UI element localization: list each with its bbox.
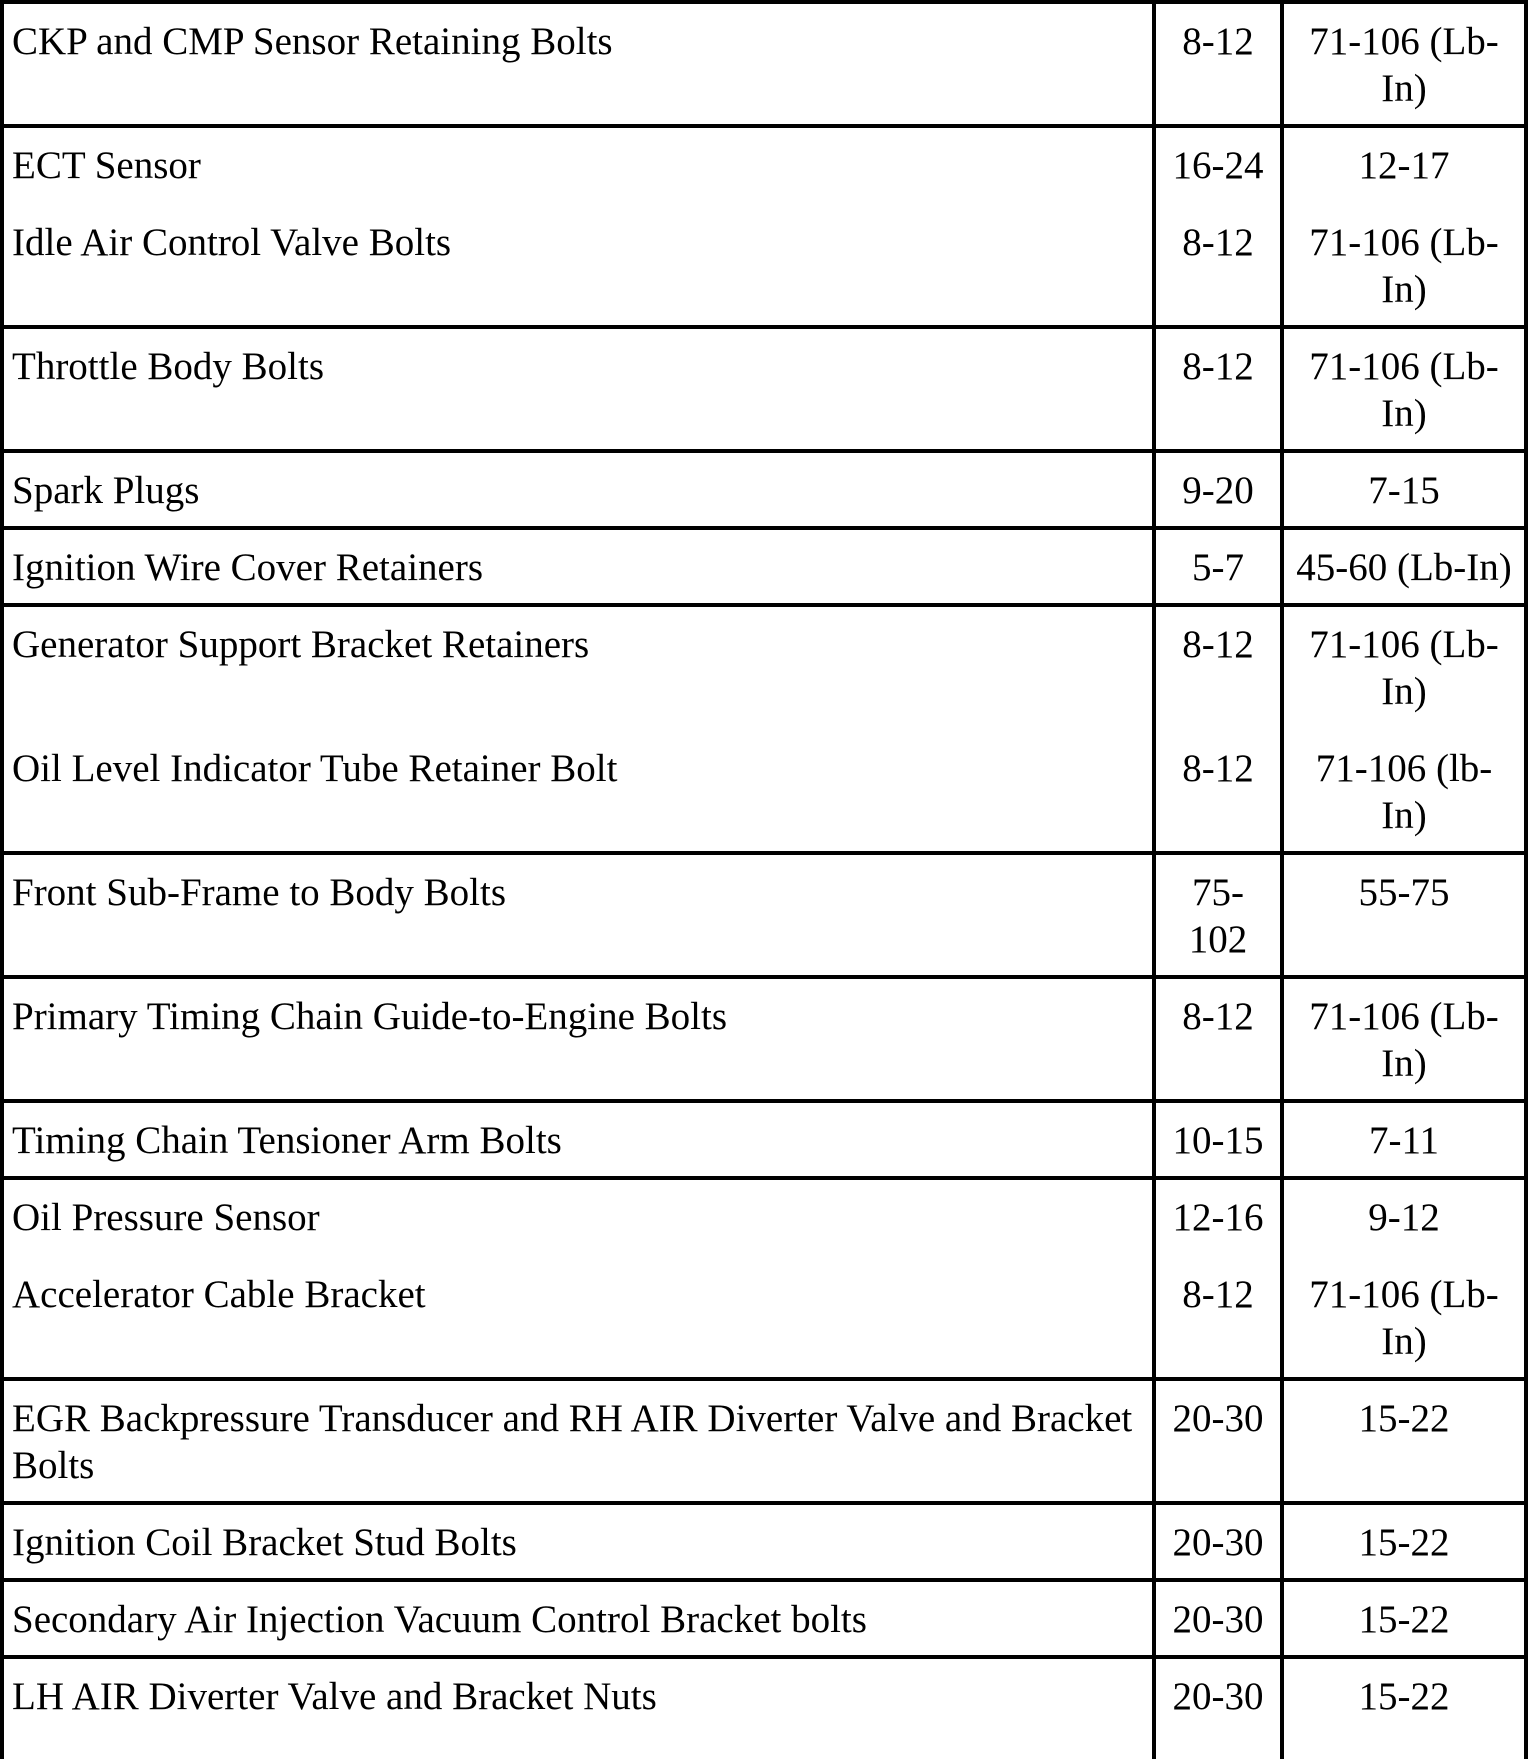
- component-cell: Idle Air Control Valve Bolts: [2, 203, 1154, 327]
- component-cell: Ignition Coil Bracket Stud Bolts: [2, 1503, 1154, 1580]
- lbft-value-cell: 45-60 (Lb-In): [1282, 528, 1526, 605]
- table-row: [2, 126, 1526, 203]
- component-cell: Accelerator Cable Bracket: [2, 1255, 1154, 1379]
- component-cell: Timing Chain Tensioner Arm Bolts: [2, 1101, 1154, 1178]
- lbft-value-cell: 71-106 (Lb-In): [1282, 2, 1526, 126]
- table-row: [2, 528, 1526, 605]
- table-row: [2, 203, 1526, 327]
- table-row: [2, 1503, 1526, 1580]
- nm-value-cell: 8-12: [1154, 729, 1282, 853]
- component-cell: Oil Pressure Sensor: [2, 1178, 1154, 1255]
- table-row: [2, 1101, 1526, 1178]
- table-row: [2, 729, 1526, 853]
- table-row: [2, 327, 1526, 451]
- nm-value-cell: 12-16: [1154, 1178, 1282, 1255]
- lbft-value-cell: 55-75: [1282, 853, 1526, 977]
- nm-value-cell: 8-12: [1154, 2, 1282, 126]
- lbft-value-cell: 12-17: [1282, 126, 1526, 203]
- lbft-value-cell: 15-22: [1282, 1580, 1526, 1657]
- component-cell: Oil Level Indicator Tube Retainer Bolt: [2, 729, 1154, 853]
- nm-value-cell: 20-30: [1154, 1503, 1282, 1580]
- lbft-value-cell: 71-106 (Lb-In): [1282, 1255, 1526, 1379]
- lbft-value-cell: 71-106 (Lb-In): [1282, 203, 1526, 327]
- nm-value-cell: 9-20: [1154, 451, 1282, 528]
- nm-value-cell: 10-15: [1154, 1101, 1282, 1178]
- nm-value-cell: 20-30: [1154, 1580, 1282, 1657]
- lbft-value-cell: 15-22: [1282, 1657, 1526, 1757]
- lbft-value-cell: 15-22: [1282, 1379, 1526, 1503]
- table-row: [2, 1580, 1526, 1657]
- table-row: [2, 1178, 1526, 1255]
- lbft-value-cell: 7-11: [1282, 1101, 1526, 1178]
- nm-value-cell: 20-30: [1154, 1379, 1282, 1503]
- table-row: [2, 853, 1526, 977]
- component-cell: Throttle Body Bolts: [2, 327, 1154, 451]
- nm-value-cell: 8-12: [1154, 203, 1282, 327]
- component-cell: ECT Sensor: [2, 126, 1154, 203]
- table-row: [2, 2, 1526, 126]
- nm-value-cell: 8-12: [1154, 1255, 1282, 1379]
- table-row: [2, 605, 1526, 729]
- table-row: [2, 977, 1526, 1101]
- lbft-value-cell: 15-22: [1282, 1503, 1526, 1580]
- lbft-value-cell: 71-106 (lb-In): [1282, 729, 1526, 853]
- component-cell: EGR Backpressure Transducer and RH AIR Diverter Valve and Bracket Bolts: [2, 1379, 1154, 1503]
- table-row: [2, 451, 1526, 528]
- component-cell: Primary Timing Chain Guide-to-Engine Bolts: [2, 977, 1154, 1101]
- component-cell: Secondary Air Injection Vacuum Control Bracket bolts: [2, 1580, 1154, 1657]
- nm-value-cell: 8-12: [1154, 977, 1282, 1101]
- lbft-value-cell: 7-15: [1282, 451, 1526, 528]
- component-cell: Front Sub-Frame to Body Bolts: [2, 853, 1154, 977]
- nm-value-cell: 8-12: [1154, 327, 1282, 451]
- nm-value-cell: 5-7: [1154, 528, 1282, 605]
- component-cell: CKP and CMP Sensor Retaining Bolts: [2, 2, 1154, 126]
- lbft-value-cell: 71-106 (Lb-In): [1282, 327, 1526, 451]
- nm-value-cell: 8-12: [1154, 605, 1282, 729]
- component-cell: Generator Support Bracket Retainers: [2, 605, 1154, 729]
- table-row: [2, 1657, 1526, 1757]
- component-cell: Spark Plugs: [2, 451, 1154, 528]
- table-row: [2, 1255, 1526, 1379]
- nm-value-cell: 20-30: [1154, 1657, 1282, 1757]
- component-cell: LH AIR Diverter Valve and Bracket Nuts: [2, 1657, 1154, 1757]
- lbft-value-cell: 71-106 (Lb-In): [1282, 605, 1526, 729]
- nm-value-cell: 16-24: [1154, 126, 1282, 203]
- component-cell: Ignition Wire Cover Retainers: [2, 528, 1154, 605]
- lbft-value-cell: 9-12: [1282, 1178, 1526, 1255]
- nm-value-cell: 75-102: [1154, 853, 1282, 977]
- lbft-value-cell: 71-106 (Lb-In): [1282, 977, 1526, 1101]
- table-row: [2, 1379, 1526, 1503]
